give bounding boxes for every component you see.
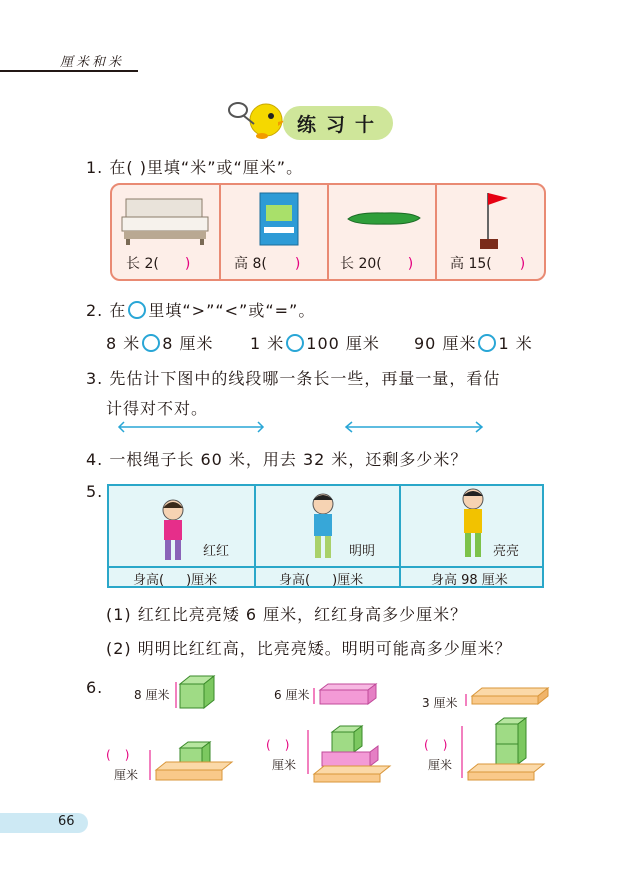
bed-icon	[120, 195, 212, 247]
name-liang: 亮亮	[493, 544, 520, 559]
boy-ming-icon	[301, 490, 345, 562]
q6-b-stack-icon	[302, 722, 394, 784]
q6-a-cube-icon	[170, 672, 218, 712]
q1-item-notebook-label: 高 8( )	[234, 256, 301, 272]
boy-liang-icon	[453, 486, 493, 562]
exercise-title: 练习十	[297, 114, 385, 136]
q3-line2: 计得对不对。	[106, 399, 209, 418]
page-number: 66	[58, 814, 75, 829]
q2-item-3: 90 厘米 1 米	[414, 334, 533, 353]
height-hong: 身高( )厘米	[133, 573, 218, 588]
bird-mascot-icon	[226, 96, 286, 144]
q6-c-stack-icon	[456, 712, 548, 784]
q1-line	[86, 155, 303, 178]
q3-segments	[116, 418, 488, 436]
header-rule	[0, 70, 138, 72]
compare-circle-icon[interactable]	[286, 334, 304, 352]
q2-item-1: 8 米 8 厘米	[106, 334, 214, 353]
q5-number: 5.	[86, 482, 104, 501]
q6-b-unknown: ( )	[266, 738, 290, 752]
q6-b-unit: 厘米	[272, 758, 297, 772]
q1-item-cucumber-label: 长 20( )	[340, 256, 414, 272]
q6-c-unit: 厘米	[428, 758, 453, 772]
q6-b-top-label: 6 厘米	[274, 688, 310, 702]
flag-icon	[476, 189, 516, 251]
q5-sub1: (1) 红红比亮亮矮 6 厘米，红红身高多少厘米？	[106, 605, 468, 624]
name-hong: 红红	[203, 544, 230, 559]
cucumber-icon	[344, 211, 422, 227]
compare-circle-icon	[128, 301, 146, 319]
q2-item-2: 1 米 100 厘米	[250, 334, 380, 353]
q6-number: 6.	[86, 678, 104, 697]
height-liang: 身高 98 厘米	[431, 573, 508, 588]
compare-circle-icon[interactable]	[142, 334, 160, 352]
segment-b	[346, 422, 482, 432]
q6-a-unit: 厘米	[114, 768, 139, 782]
notebook-icon	[256, 191, 302, 247]
q1-prompt: 在( )里填“米”或“厘米”。	[109, 158, 304, 177]
name-ming: 明明	[349, 544, 376, 559]
page-number-tab	[0, 813, 88, 833]
q6-c-board-icon	[460, 682, 550, 710]
q1-item-flag-label: 高 15( )	[450, 256, 526, 272]
q3-line1: 3. 先估计下图中的线段哪一条长一些，再量一量，看估	[86, 369, 501, 388]
compare-circle-icon[interactable]	[478, 334, 496, 352]
q6-a-unknown: ( )	[106, 748, 130, 762]
q4-line: 4. 一根绳子长 60 米，用去 32 米，还剩多少米？	[86, 450, 468, 469]
q6-a-stack-icon	[144, 738, 236, 782]
chapter-title: 厘米和米	[60, 55, 125, 70]
q6-c-unknown: ( )	[424, 738, 448, 752]
height-ming: 身高( )厘米	[279, 573, 364, 588]
q6-c-top-label: 3 厘米	[422, 696, 458, 710]
q6-a-top-label: 8 厘米	[134, 688, 170, 702]
q1-item-bed-label: 长 2( )	[126, 256, 191, 272]
girl-hong-icon	[153, 496, 193, 564]
q6-b-slab-icon	[310, 680, 380, 710]
q1-picture-box	[110, 183, 546, 281]
q2-line: 2. 在 里填“>”“<”或“=”。	[86, 301, 316, 320]
q5-sub2: (2) 明明比红红高，比亮亮矮。明明可能高多少厘米？	[106, 639, 512, 658]
segment-a	[119, 422, 263, 432]
q1-number: 1.	[86, 158, 104, 177]
q5-height-table	[107, 484, 544, 588]
